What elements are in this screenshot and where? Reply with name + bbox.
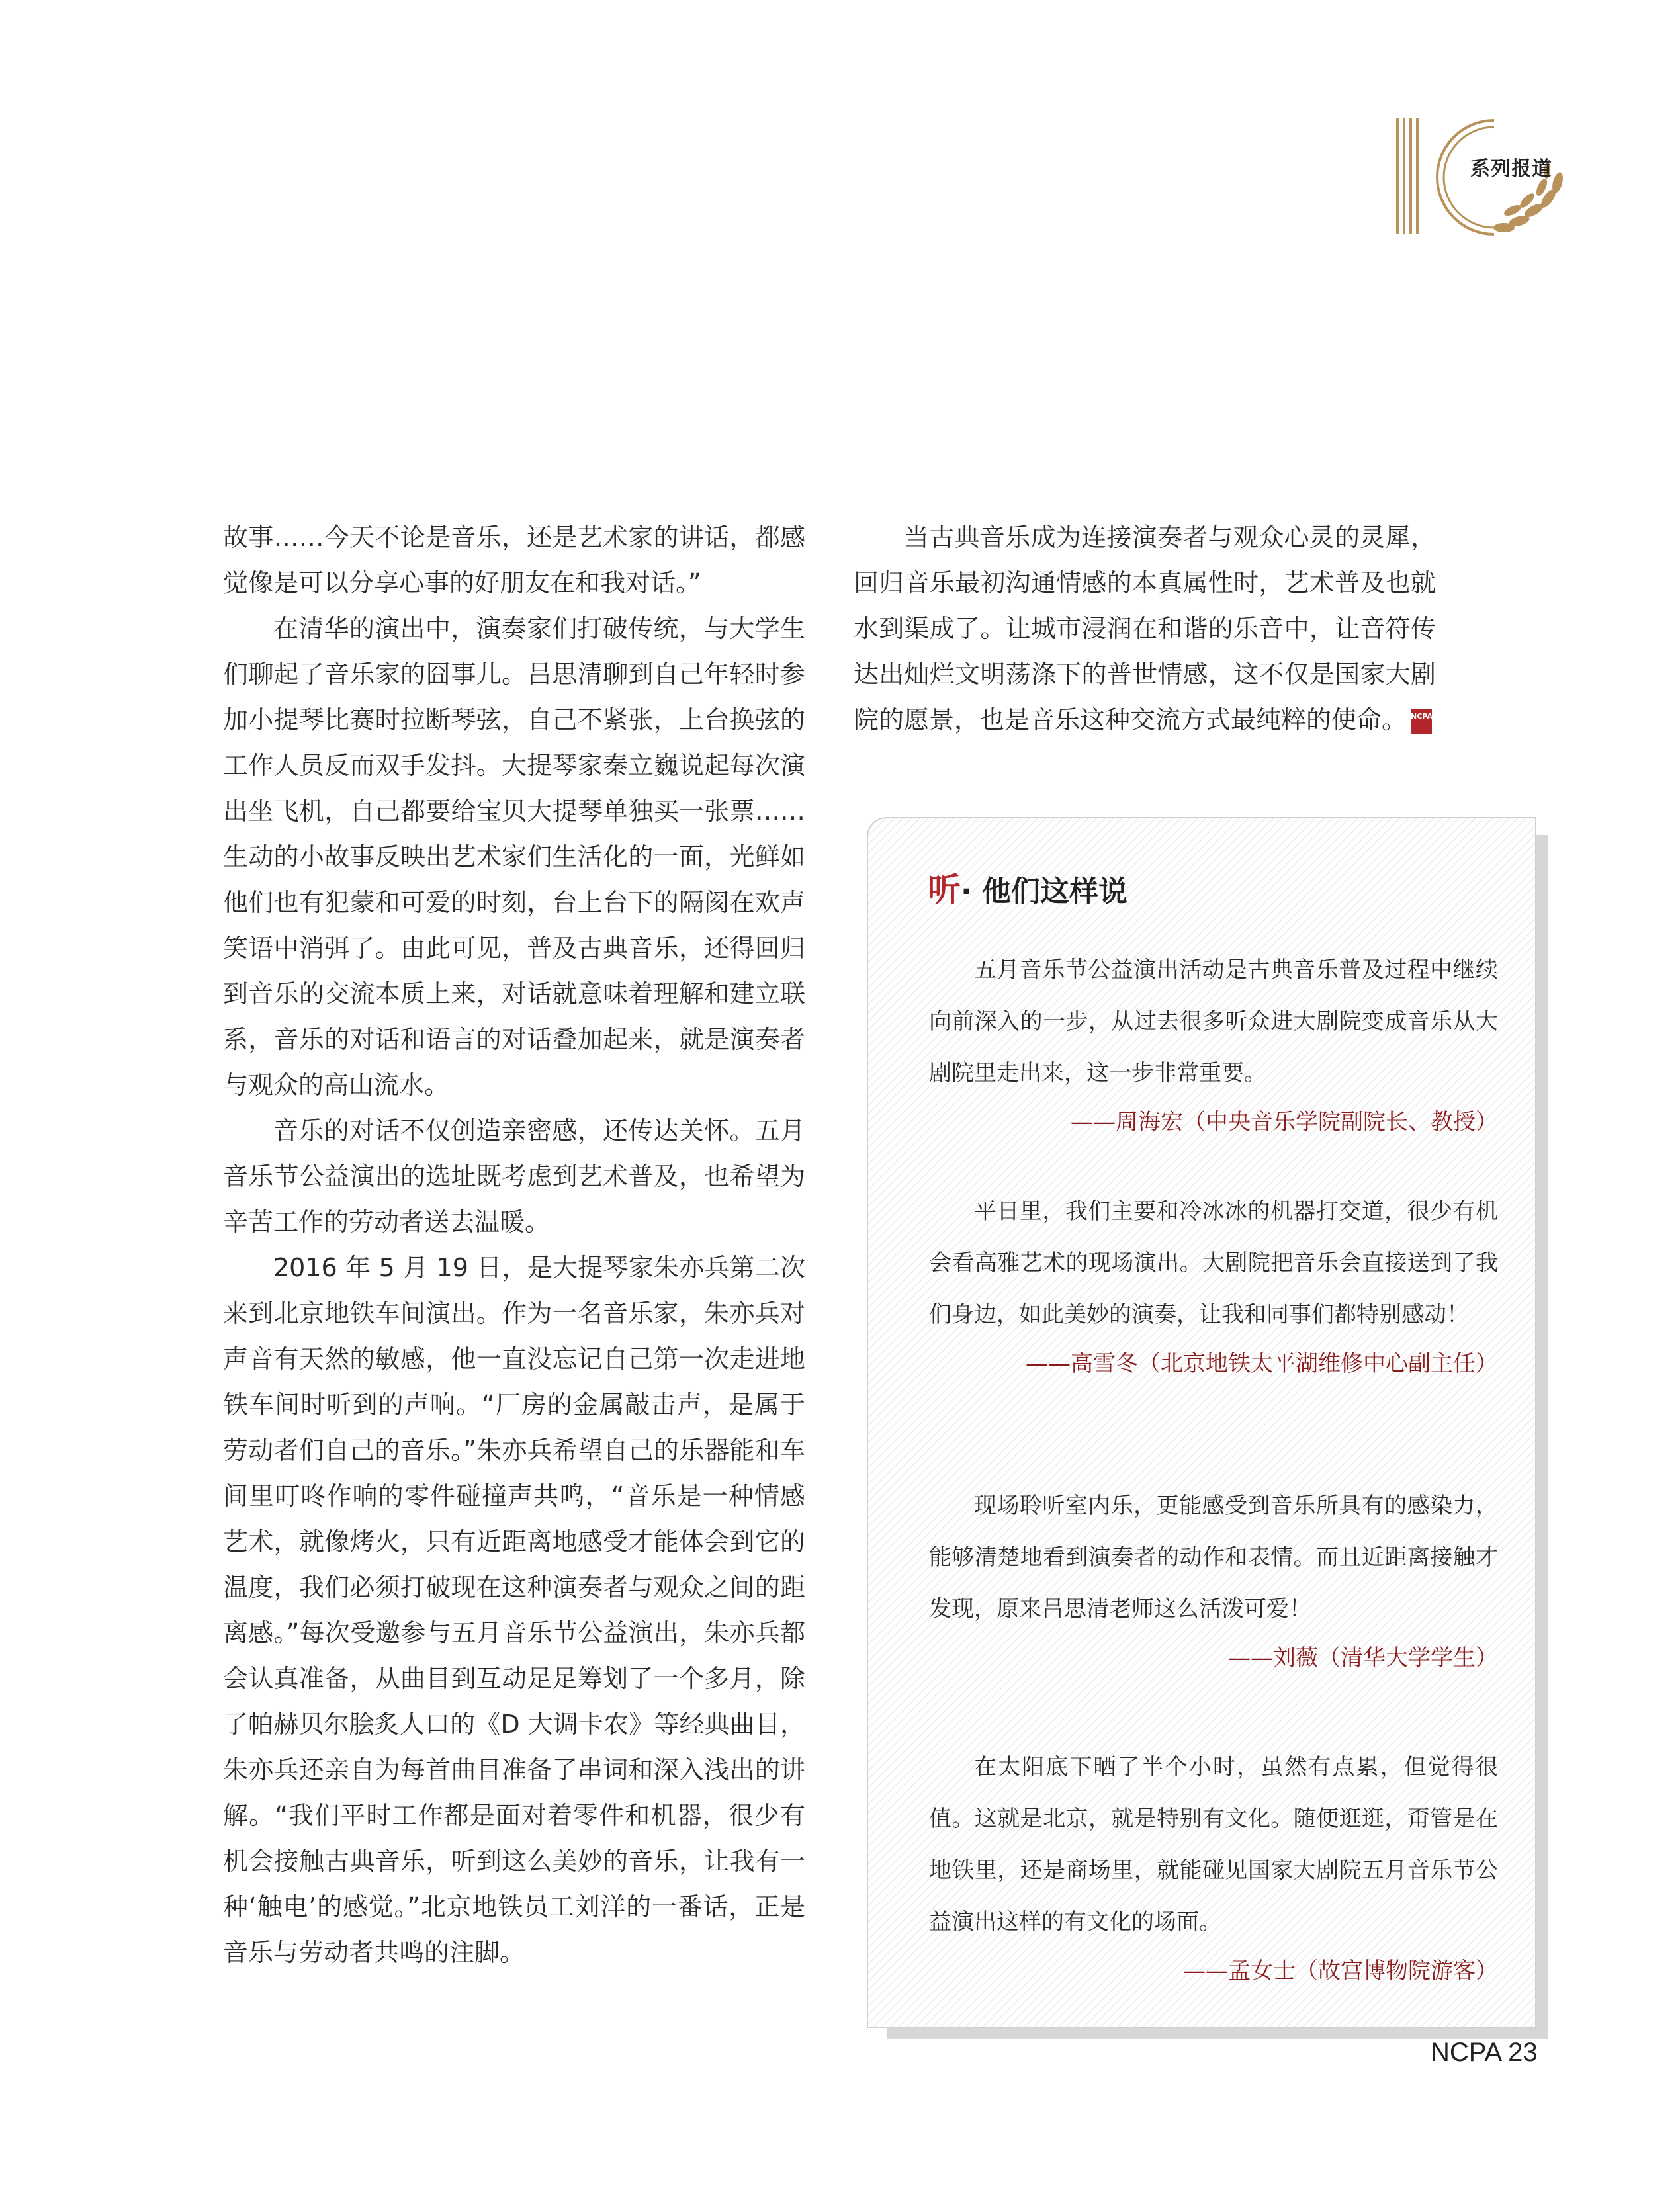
quote-text: 五月音乐节公益演出活动是古典音乐普及过程中继续向前深入的一步，从过去很多听众进大剧院变成音乐从大剧院里走出来，这一步非常重要。 (929, 957, 1498, 1086)
paragraph: 故事……今天不论是音乐，还是艺术家的讲话，都感觉像是可以分享心事的好朋友在和我对话。” (223, 523, 805, 597)
series-label: 系列报道 (1470, 157, 1552, 181)
quote-item (929, 1480, 1498, 1681)
quote-attribution: ——周海宏（中央音乐学院副院长、教授） (1071, 1109, 1498, 1135)
quote-text: 在太阳底下晒了半个小时，虽然有点累，但觉得很值。这就是北京，就是特别有文化。随便逛逛，甭管是在地铁里，还是商场里，就能碰见国家大剧院五月音乐节公益演出这样的有文化的场面。 (929, 1754, 1498, 1935)
right-column (854, 515, 1436, 743)
paragraph-text: 当古典音乐成为连接演奏者与观众心灵的灵犀，回归音乐最初沟通情感的本真属性时，艺术普及也就水到渠成了。让城市浸润在和谐的乐音中，让音符传达出灿烂文明荡涤下的普世情感，这不仅是国家大剧院的愿景，也是音乐这种交流方式最纯粹的使命。 (854, 523, 1436, 734)
quote-box (867, 817, 1536, 2028)
paragraph: 在清华的演出中，演奏家们打破传统，与大学生们聊起了音乐家的囧事儿。吕思清聊到自己年轻时参加小提琴比赛时拉断琴弦，自己不紧张，上台换弦的工作人员反而双手发抖。大提琴家秦立巍说起每次演出坐飞机，自己都要给宝贝大提琴单独买一张票……生动的小故事反映出艺术家们生活化的一面，光鲜如他们也有犯蒙和可爱的时刻，台上台下的隔阂在欢声笑语中消弭了。由此可见，普及古典音乐，还得回归到音乐的交流本质上来，对话就意味着理解和建立联系，音乐的对话和语言的对话叠加起来，就是演奏者与观众的高山流水。 (223, 614, 805, 1100)
quote-attribution: ——孟女士（故宫博物院游客） (1183, 1958, 1498, 1984)
ncpa-end-stamp: NCPA (1411, 709, 1432, 734)
paragraph: 音乐的对话不仅创造亲密感，还传达关怀。五月音乐节公益演出的选址既考虑到艺术普及，也希望为辛苦工作的劳动者送去温暖。 (223, 1116, 805, 1237)
quote-item (929, 1186, 1498, 1387)
quote-item (929, 944, 1498, 1145)
title-rest: · 他们这样说 (961, 875, 1128, 908)
paragraph (854, 515, 1436, 743)
quote-text: 现场聆听室内乐，更能感受到音乐所具有的感染力，能够清楚地看到演奏者的动作和表情。而且近距离接触才发现，原来吕思清老师这么活泼可爱！ (929, 1493, 1498, 1622)
paragraph: 2016 年 5 月 19 日，是大提琴家朱亦兵第二次来到北京地铁车间演出。作为一名音乐家，朱亦兵对声音有天然的敏感，他一直没忘记自己第一次走进地铁车间时听到的声响。“厂房的金属敲击声，是属于劳动者们自己的音乐。”朱亦兵希望自己的乐器能和车间里叮咚作响的零件碰撞声共鸣，“音乐是一种情感艺术，就像烤火，只有近距离地感受才能体会到它的温度，我们必须打破现在这种演奏者与观众之间的距离感。”每次受邀参与五月音乐节公益演出，朱亦兵都会认真准备，从曲目到互动足足筹划了一个多月，除了帕赫贝尔脍炙人口的《D 大调卡农》等经典曲目，朱亦兵还亲自为每首曲目准备了串词和深入浅出的讲解。“我们平时工作都是面对着零件和机器，很少有机会接触古典音乐，听到这么美妙的音乐，让我有一种‘触电’的感觉。”北京地铁员工刘洋的一番话，正是音乐与劳动者共鸣的注脚。 (223, 1253, 805, 1967)
quote-item (929, 1741, 1498, 1994)
left-column (223, 515, 805, 1976)
quote-box-title (928, 863, 1127, 911)
series-logo (1395, 111, 1573, 243)
quote-attribution: ——刘薇（清华大学学生） (1228, 1645, 1498, 1671)
page-number: NCPA 23 (1431, 2038, 1538, 2067)
quote-text: 平日里，我们主要和冷冰冰的机器打交道，很少有机会看高雅艺术的现场演出。大剧院把音乐会直接送到了我们身边，如此美妙的演奏，让我和同事们都特别感动！ (929, 1198, 1498, 1328)
quote-attribution: ——高雪冬（北京地铁太平湖维修中心副主任） (1026, 1350, 1498, 1377)
title-char: 听 (928, 871, 961, 909)
